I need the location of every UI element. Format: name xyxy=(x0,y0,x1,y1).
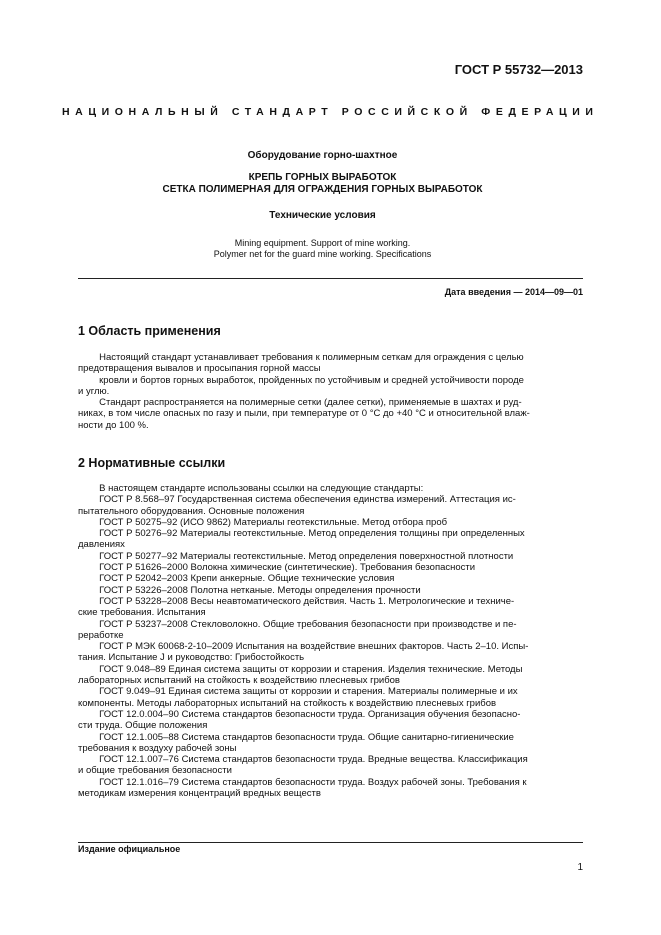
english-line-1: Mining equipment. Support of mine working. xyxy=(234,238,411,248)
text-line: пытательного оборудования. Основные положения xyxy=(78,505,305,517)
text-line: ГОСТ 12.1.007–76 Система стандартов безопасности труда. Вредные вещества. Классификация xyxy=(78,754,528,766)
technical-conditions: Технические условия xyxy=(269,210,376,221)
text-line: ГОСТ Р 51626–2000 Волокна химические (синтетические). Требования безопасности xyxy=(78,562,476,574)
text-line: ГОСТ Р 53226–2008 Полотна нетканые. Методы определения прочности xyxy=(78,584,421,596)
text-line: тания. Испытание J и руководство: Грибостойкость xyxy=(78,652,305,664)
title-line-1: КРЕПЬ ГОРНЫХ ВЫРАБОТОК xyxy=(248,172,397,183)
divider-top xyxy=(78,278,583,279)
text-line: и углю. xyxy=(78,385,110,397)
text-line: требования к воздуху рабочей зоны xyxy=(78,742,237,754)
text-line: и общие требования безопасности xyxy=(78,765,232,777)
title-line-2: СЕТКА ПОЛИМЕРНАЯ ДЛЯ ОГРАЖДЕНИЯ ГОРНЫХ ВЫРАБОТОК xyxy=(162,184,483,195)
text-line: ГОСТ Р 50276–92 Материалы геотекстильные. Метод определения толщины при определенных xyxy=(78,528,525,540)
text-line: ГОСТ Р 50275–92 (ИСО 9862) Материалы геотекстильные. Метод отбора проб xyxy=(78,516,448,528)
section-2-body xyxy=(78,483,583,799)
text-line: ГОСТ Р 8.568–97 Государственная система обеспечения единства измерений. Аттестация ис- xyxy=(78,494,516,506)
text-line: ские требования. Испытания xyxy=(78,607,206,619)
document-title xyxy=(62,172,583,196)
text-line: ГОСТ 9.048–89 Единая система защиты от коррозии и старения. Изделия технические. Методы xyxy=(78,663,523,675)
text-line: ГОСТ 9.049–91 Единая система защиты от коррозии и старения. Материалы полимерные и их xyxy=(78,686,518,698)
text-line: ГОСТ Р 52042–2003 Крепи анкерные. Общие технические условия xyxy=(78,573,395,585)
text-line: ГОСТ Р МЭК 60068-2-10–2009 Испытания на воздействие внешних факторов. Часть 2–10. Испы- xyxy=(78,641,529,653)
national-standard-title: НАЦИОНАЛЬНЫЙ СТАНДАРТ РОССИЙСКОЙ ФЕДЕРАЦИИ xyxy=(62,106,599,118)
official-edition: Издание официальное xyxy=(78,844,181,854)
english-line-2: Polymer net for the guard mine working. Specifications xyxy=(213,249,432,259)
text-line: методикам измерения концентраций вредных веществ xyxy=(78,788,321,800)
text-line: предотвращения вывалов и просыпания горной массы xyxy=(78,363,321,375)
equipment-category: Оборудование горно-шахтное xyxy=(247,150,398,161)
text-line: ности до 100 %. xyxy=(78,419,149,431)
text-line: Стандарт распространяется на полимерные сетки (далее сетки), применяемые в шахтах и руд- xyxy=(78,397,522,409)
section-1-body xyxy=(78,352,583,431)
section-2-heading: 2 Нормативные ссылки xyxy=(78,456,226,470)
text-line: лабораторных испытаний на стойкость к воздействию плесневых грибов xyxy=(78,675,400,687)
text-line: никах, в том числе опасных по газу и пыли, при температуре от 0 °С до +40 °С и относительной влаж- xyxy=(78,408,530,420)
divider-bottom xyxy=(78,842,583,843)
text-line: ГОСТ 12.0.004–90 Система стандартов безопасности труда. Организация обучения безопасно- xyxy=(78,708,521,720)
introduction-date: Дата введения — 2014—09—01 xyxy=(444,287,583,297)
english-title xyxy=(62,238,583,260)
text-line: В настоящем стандарте использованы ссылки на следующие стандарты: xyxy=(78,483,424,494)
section-1-heading: 1 Область применения xyxy=(78,324,221,338)
text-line: ГОСТ Р 53237–2008 Стекловолокно. Общие требования безопасности при производстве и пе- xyxy=(78,618,517,630)
text-line: ГОСТ Р 50277–92 Материалы геотекстильные. Метод определения поверхностной плотности xyxy=(78,550,514,562)
text-line: давлениях xyxy=(78,539,125,551)
page-number: 1 xyxy=(577,862,583,873)
text-line: кровли и бортов горных выработок, пройденных по устойчивым и средней устойчивости породе xyxy=(78,374,524,386)
text-line: компоненты. Методы лабораторных испытаний на стойкость к воздействию плесневых грибов xyxy=(78,697,497,709)
gost-code: ГОСТ Р 55732—2013 xyxy=(454,62,583,77)
text-line: ГОСТ Р 53228–2008 Весы неавтоматического действия. Часть 1. Метрологические и техниче- xyxy=(78,595,515,607)
text-line: Настоящий стандарт устанавливает требования к полимерным сеткам для ограждения с целью xyxy=(78,352,524,363)
text-line: ГОСТ 12.1.016–79 Система стандартов безопасности труда. Воздух рабочей зоны. Требования к xyxy=(78,776,527,788)
text-line: ГОСТ 12.1.005–88 Система стандартов безопасности труда. Общие санитарно-гигиенические xyxy=(78,731,514,743)
text-line: реработке xyxy=(78,629,124,641)
text-line: сти труда. Общие положения xyxy=(78,720,208,732)
